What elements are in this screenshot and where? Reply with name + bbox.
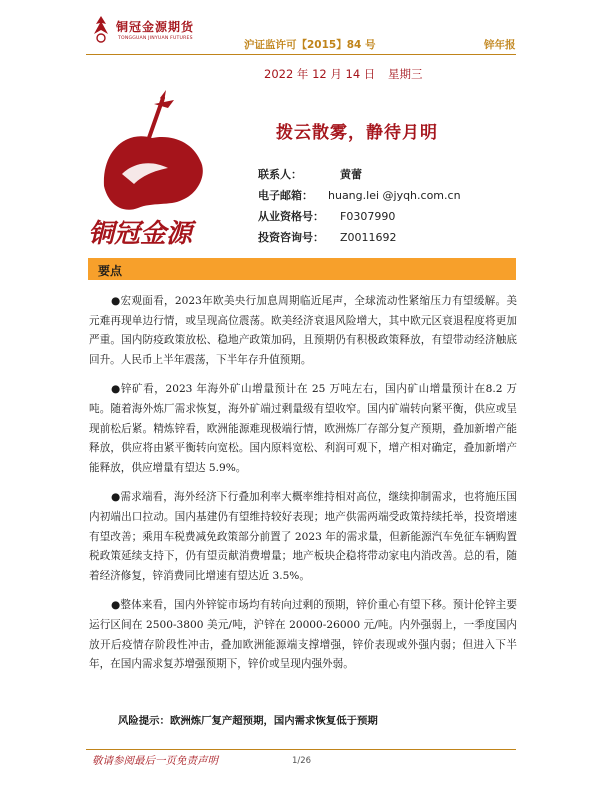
key-points [89,292,517,685]
contact-email[interactable]: huang.lei @jyqh.com.cn [328,189,461,202]
footer-divider [86,749,516,750]
company-logo-icon [88,14,114,44]
brand-calligraphy-art [82,90,232,250]
page-number: 1/26 [292,756,312,766]
contact-email-row [258,187,461,203]
risk-warning: 风险提示：欧洲炼厂复产超预期，国内需求恢复低于预期 [118,715,378,727]
key-point-supply: ●锌矿看，2023 年海外矿山增量预计在 25 万吨左右，国内矿山增量预计在8.2 万吨。随着海外炼厂需求恢复，海外矿端过剩量级有望收窄。国内矿端转向紧平衡，供应或呈现前松后紧。精炼锌看，欧洲能源难现极端行情，欧洲炼厂存部分复产预期，叠加新增产能释放，供应将由紧平衡转向宽松。国内原料宽松、利润可观下，增产相对确定，叠加新增产能释放，供应增量有望达 5.9%。 [89,383,517,474]
report-title: 拨云散雾，静待月明 [276,123,438,143]
section-header-bar [88,258,516,280]
disclaimer-note: 敬请参阅最后一页免责声明 [92,755,218,767]
brand-calligraphy-text: 铜冠金源 [88,219,193,249]
key-point-demand: ●需求端看，海外经济下行叠加利率大概率维持相对高位，继续抑制需求，也将施压国内初端出口拉动。国内基建仍有望维持较好表现；地产供需两端受政策持续托举，投资增速有望改善；乘用车税费减免政策部分前置了 2023 年的需求量，但新能源汽车免征车辆购置税政策延续支持下，仍有望贡献消费增量；地产板块企稳将带动家电内消改善。总的看，随着经济修复，锌消费同比增速有望达近 3.5%。 [89,491,517,582]
contact-email-label: 电子邮箱： [258,189,313,202]
key-point-outlook: ●整体来看，国内外锌锭市场均有转向过剩的预期，锌价重心有望下移。预计伦锌主要运行区间在 2500-3800 美元/吨，沪锌在 20000-26000 元/吨。内外强弱上，一季度国内放开后疫情存阶段性冲击，叠加欧洲能源端支撑增强，锌价表现或外强内弱；但进入下半年，在国内需求复苏增强预期下，锌价或呈现内强外弱。 [89,599,517,671]
contact-person-row [258,166,362,182]
contact-advisor: Z0011692 [340,231,397,244]
header-divider [86,54,516,55]
key-point-macro: ●宏观面看，2023年欧美央行加息周期临近尾声，全球流动性紧缩压力有望缓解。美元难再现单边行情，或呈现高位震荡。欧美经济衰退风险增大，其中欧元区衰退程度将更加严重。国内防疫政策放松、稳地产政策加码，且预期仍有积极政策释放，有望带动经济触底回升。人民币上半年震荡，下半年存升值预期。 [89,295,517,366]
contact-person: 黄蕾 [340,168,362,181]
license-number: 沪证监许可【2015】84 号 [244,39,376,51]
report-weekday: 星期三 [388,67,423,81]
contact-advisor-row [258,229,397,245]
contact-cert: F0307990 [340,210,396,223]
report-type: 锌年报 [484,39,516,51]
report-date: 2022 年 12 月 14 日 [264,67,376,81]
contact-cert-row [258,208,395,224]
company-logo-english: TONGGUAN JINYUAN FUTURES [118,36,193,41]
section-title: 要点 [98,264,123,278]
company-logo [88,14,238,54]
company-logo-text: 铜冠金源期货 [116,20,195,34]
contact-cert-label: 从业资格号： [258,210,324,223]
contact-advisor-label: 投资咨询号： [258,231,324,244]
contact-person-label: 联系人： [258,168,302,181]
